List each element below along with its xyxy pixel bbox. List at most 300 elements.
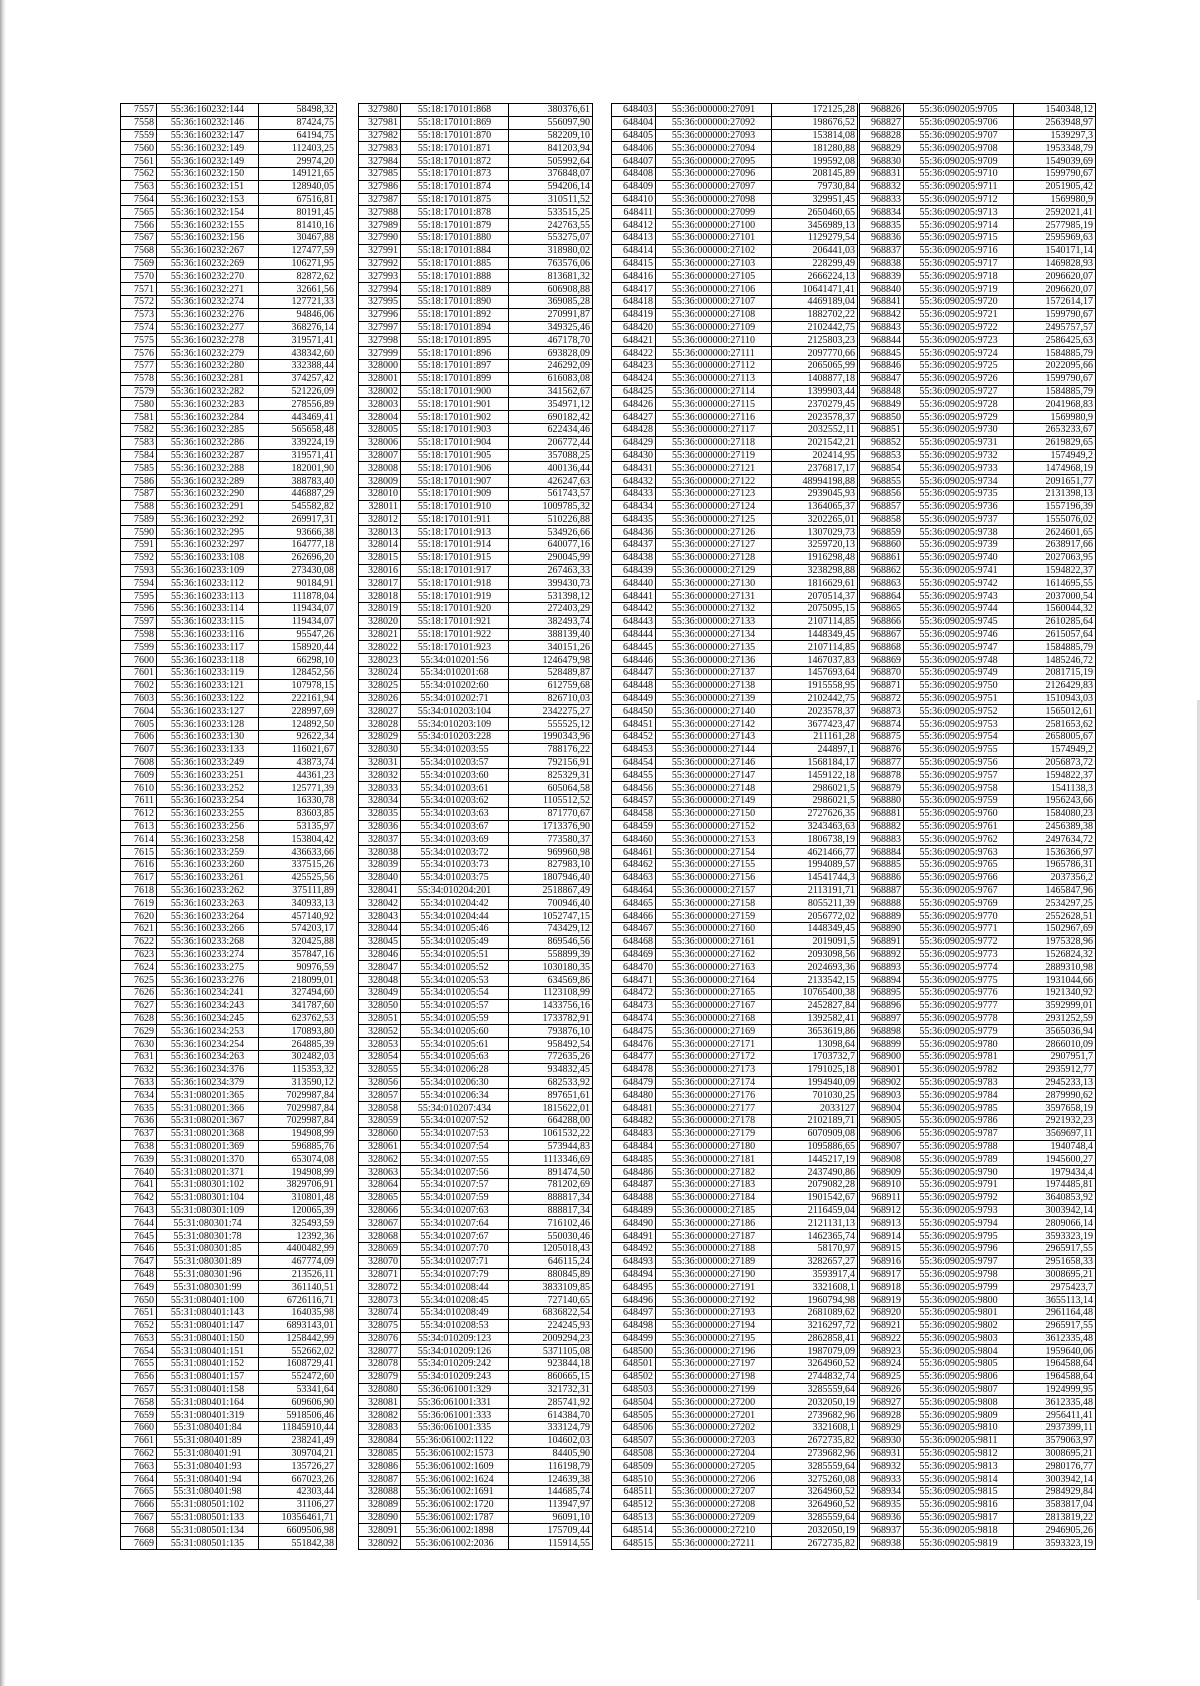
cadastral-number-cell: 55:36:090205:9713 [904, 206, 1014, 219]
row-number-cell: 968829 [860, 142, 904, 155]
cadastral-number-cell: 55:36:090205:9800 [904, 1294, 1014, 1307]
cadastral-number-cell: 55:36:000000:27168 [656, 1012, 772, 1025]
row-number-cell: 648440 [612, 577, 656, 590]
cadastral-number-cell: 55:36:090205:9762 [904, 833, 1014, 846]
value-cell: 1030180,35 [509, 961, 593, 974]
row-number-cell: 328080 [359, 1383, 401, 1396]
cadastral-number-cell: 55:36:160232:149 [157, 155, 259, 168]
row-number-cell: 328043 [359, 910, 401, 923]
row-number-cell: 7629 [121, 1025, 157, 1038]
value-cell: 1594822,37 [1014, 564, 1096, 577]
value-cell: 3259720,13 [772, 539, 858, 552]
cadastral-number-cell: 55:18:170101:890 [401, 295, 509, 308]
table-row [860, 526, 1096, 539]
value-cell: 182001,90 [259, 462, 337, 475]
row-number-cell: 968917 [860, 1268, 904, 1281]
value-cell: 58498,32 [259, 104, 337, 117]
value-cell: 2376817,17 [772, 462, 858, 475]
row-number-cell: 327983 [359, 142, 401, 155]
table-row [860, 718, 1096, 731]
table-row [860, 500, 1096, 513]
row-number-cell: 7627 [121, 999, 157, 1012]
row-number-cell: 7600 [121, 654, 157, 667]
value-cell: 84405,90 [509, 1447, 593, 1460]
row-number-cell: 968923 [860, 1345, 904, 1358]
row-number-cell: 327984 [359, 155, 401, 168]
value-cell: 3640853,92 [1014, 1191, 1096, 1204]
value-cell: 781202,69 [509, 1178, 593, 1191]
cadastral-number-cell: 55:36:000000:27150 [656, 807, 772, 820]
table-row [121, 116, 337, 129]
row-number-cell: 648490 [612, 1217, 656, 1230]
table-row [612, 1178, 858, 1191]
value-cell: 127477,59 [259, 244, 337, 257]
value-cell: 1095886,65 [772, 1140, 858, 1153]
value-cell: 1806738,19 [772, 833, 858, 846]
row-number-cell: 327986 [359, 180, 401, 193]
value-cell: 31106,27 [259, 1498, 337, 1511]
cadastral-number-cell: 55:36:000000:27102 [656, 244, 772, 257]
table-row [121, 219, 337, 232]
table-row [121, 1268, 337, 1281]
cadastral-number-cell: 55:36:090205:9794 [904, 1217, 1014, 1230]
value-cell: 246292,09 [509, 359, 593, 372]
table-row [612, 411, 858, 424]
value-cell: 3612335,48 [1014, 1332, 1096, 1345]
table-row [121, 705, 337, 718]
table-row [860, 1102, 1096, 1115]
row-number-cell: 968857 [860, 500, 904, 513]
row-number-cell: 328058 [359, 1102, 401, 1115]
table-row [612, 1345, 858, 1358]
row-number-cell: 968920 [860, 1306, 904, 1319]
cadastral-number-cell: 55:36:160232:278 [157, 334, 259, 347]
cadastral-number-cell: 55:18:170101:921 [401, 615, 509, 628]
cadastral-number-cell: 55:36:160232:154 [157, 206, 259, 219]
cadastral-number-cell: 55:31:080201:371 [157, 1166, 259, 1179]
table-row [612, 1140, 858, 1153]
cadastral-number-cell: 55:36:090205:9753 [904, 718, 1014, 731]
cadastral-number-cell: 55:36:000000:27167 [656, 999, 772, 1012]
row-number-cell: 648409 [612, 180, 656, 193]
row-number-cell: 328014 [359, 539, 401, 552]
cadastral-number-cell: 55:36:090205:9805 [904, 1358, 1014, 1371]
row-number-cell: 7637 [121, 1127, 157, 1140]
table-row [359, 1319, 593, 1332]
cadastral-number-cell: 55:36:160232:276 [157, 308, 259, 321]
value-cell: 2935912,77 [1014, 1063, 1096, 1076]
table-column-4 [859, 103, 1096, 1550]
row-number-cell: 7570 [121, 270, 157, 283]
table-row [860, 206, 1096, 219]
value-cell: 1964588,64 [1014, 1370, 1096, 1383]
value-cell: 2495757,57 [1014, 321, 1096, 334]
value-cell: 333124,79 [509, 1422, 593, 1435]
row-number-cell: 968828 [860, 129, 904, 142]
table-row [860, 1268, 1096, 1281]
table-row [359, 1473, 593, 1486]
cadastral-number-cell: 55:36:160233:263 [157, 897, 259, 910]
table-row [860, 897, 1096, 910]
cadastral-number-cell: 55:36:000000:27143 [656, 731, 772, 744]
value-cell: 2945233,13 [1014, 1076, 1096, 1089]
table-row [860, 359, 1096, 372]
table-row [860, 1230, 1096, 1243]
cadastral-number-cell: 55:34:010209:123 [401, 1332, 509, 1345]
row-number-cell: 328008 [359, 462, 401, 475]
table-row [359, 974, 593, 987]
row-number-cell: 648458 [612, 807, 656, 820]
cadastral-number-cell: 55:36:090205:9760 [904, 807, 1014, 820]
value-cell: 3593917,4 [772, 1268, 858, 1281]
value-cell: 87424,75 [259, 116, 337, 129]
cadastral-number-cell: 55:34:010203:67 [401, 820, 509, 833]
cadastral-number-cell: 55:36:090205:9737 [904, 513, 1014, 526]
cadastral-number-cell: 55:36:160232:280 [157, 359, 259, 372]
cadastral-number-cell: 55:18:170101:923 [401, 641, 509, 654]
value-cell: 278556,89 [259, 398, 337, 411]
cadastral-number-cell: 55:31:080401:100 [157, 1294, 259, 1307]
row-number-cell: 328076 [359, 1332, 401, 1345]
value-cell: 2023578,37 [772, 705, 858, 718]
value-cell: 2093098,56 [772, 948, 858, 961]
row-number-cell: 328092 [359, 1537, 401, 1550]
table-row [860, 1434, 1096, 1447]
row-number-cell: 328026 [359, 692, 401, 705]
table-row [860, 1345, 1096, 1358]
cadastral-number-cell: 55:36:160232:290 [157, 487, 259, 500]
value-cell: 357088,25 [509, 449, 593, 462]
table-row [612, 219, 858, 232]
cadastral-number-cell: 55:36:090205:9735 [904, 487, 1014, 500]
value-cell: 2081715,19 [1014, 667, 1096, 680]
cadastral-number-cell: 55:36:000000:27200 [656, 1396, 772, 1409]
row-number-cell: 648419 [612, 308, 656, 321]
row-number-cell: 7591 [121, 539, 157, 552]
value-cell: 2126429,83 [1014, 679, 1096, 692]
row-number-cell: 327992 [359, 257, 401, 270]
value-cell: 208145,89 [772, 167, 858, 180]
row-number-cell: 648511 [612, 1486, 656, 1499]
value-cell: 446887,29 [259, 487, 337, 500]
cadastral-number-cell: 55:31:080401:164 [157, 1396, 259, 1409]
row-number-cell: 648433 [612, 487, 656, 500]
cadastral-number-cell: 55:36:090205:9720 [904, 295, 1014, 308]
table-row [359, 526, 593, 539]
value-cell: 2984929,84 [1014, 1486, 1096, 1499]
value-cell: 1408877,18 [772, 372, 858, 385]
table-row [359, 1204, 593, 1217]
value-cell: 3593323,19 [1014, 1230, 1096, 1243]
cadastral-number-cell: 55:36:000000:27144 [656, 743, 772, 756]
cadastral-number-cell: 55:31:080201:367 [157, 1114, 259, 1127]
row-number-cell: 648513 [612, 1511, 656, 1524]
value-cell: 113947,97 [509, 1498, 593, 1511]
value-cell: 574203,17 [259, 923, 337, 936]
cadastral-number-cell: 55:36:090205:9815 [904, 1486, 1014, 1499]
cadastral-number-cell: 55:36:160233:117 [157, 641, 259, 654]
table-row [359, 1038, 593, 1051]
value-cell: 3829706,91 [259, 1178, 337, 1191]
row-number-cell: 328042 [359, 897, 401, 910]
value-cell: 302482,03 [259, 1050, 337, 1063]
value-cell: 1549039,69 [1014, 155, 1096, 168]
table-row [359, 1537, 593, 1550]
value-cell: 2965917,55 [1014, 1242, 1096, 1255]
value-cell: 1061532,22 [509, 1127, 593, 1140]
value-cell: 388139,40 [509, 628, 593, 641]
table-row [860, 871, 1096, 884]
value-cell: 1502967,69 [1014, 923, 1096, 936]
cadastral-number-cell: 55:18:170101:906 [401, 462, 509, 475]
cadastral-number-cell: 55:36:000000:27163 [656, 961, 772, 974]
row-number-cell: 648475 [612, 1025, 656, 1038]
table-row [860, 155, 1096, 168]
value-cell: 565658,48 [259, 423, 337, 436]
table-row [359, 1025, 593, 1038]
row-number-cell: 968911 [860, 1191, 904, 1204]
cadastral-number-cell: 55:34:010207:57 [401, 1178, 509, 1191]
value-cell: 2021542,21 [772, 436, 858, 449]
cadastral-number-cell: 55:36:000000:27188 [656, 1242, 772, 1255]
row-number-cell: 648508 [612, 1447, 656, 1460]
value-cell: 2939045,93 [772, 487, 858, 500]
cadastral-number-cell: 55:31:080201:366 [157, 1102, 259, 1115]
row-number-cell: 7651 [121, 1306, 157, 1319]
cadastral-number-cell: 55:36:000000:27142 [656, 718, 772, 731]
value-cell: 2586425,63 [1014, 334, 1096, 347]
row-number-cell: 968895 [860, 986, 904, 999]
value-cell: 436633,66 [259, 846, 337, 859]
table-row [359, 564, 593, 577]
table-row [121, 385, 337, 398]
cadastral-number-cell: 55:34:010205:61 [401, 1038, 509, 1051]
table-row [860, 769, 1096, 782]
value-cell: 127721,33 [259, 295, 337, 308]
table-row [860, 308, 1096, 321]
value-cell: 93666,38 [259, 526, 337, 539]
row-number-cell: 968935 [860, 1498, 904, 1511]
row-number-cell: 968903 [860, 1089, 904, 1102]
row-number-cell: 648447 [612, 667, 656, 680]
cadastral-number-cell: 55:36:000000:27177 [656, 1102, 772, 1115]
cadastral-number-cell: 55:34:010207:53 [401, 1127, 509, 1140]
cadastral-number-cell: 55:36:090205:9793 [904, 1204, 1014, 1217]
cadastral-number-cell: 55:36:090205:9747 [904, 641, 1014, 654]
table-row [359, 1306, 593, 1319]
cadastral-number-cell: 55:34:010208:44 [401, 1281, 509, 1294]
cadastral-number-cell: 55:36:000000:27130 [656, 577, 772, 590]
value-cell: 443469,41 [259, 411, 337, 424]
table-row [359, 180, 593, 193]
cadastral-number-cell: 55:18:170101:880 [401, 231, 509, 244]
row-number-cell: 327988 [359, 206, 401, 219]
table-row [359, 436, 593, 449]
table-row [612, 1498, 858, 1511]
cadastral-number-cell: 55:36:090205:9786 [904, 1114, 1014, 1127]
table-row [612, 462, 858, 475]
row-number-cell: 328028 [359, 718, 401, 731]
value-cell: 457140,92 [259, 910, 337, 923]
cadastral-number-cell: 55:36:000000:27173 [656, 1063, 772, 1076]
value-cell: 1807946,40 [509, 871, 593, 884]
table-row [359, 167, 593, 180]
table-row [359, 705, 593, 718]
cadastral-number-cell: 55:36:000000:27183 [656, 1178, 772, 1191]
cadastral-number-cell: 55:34:010203:104 [401, 705, 509, 718]
table-row [860, 1332, 1096, 1345]
table-row [359, 679, 593, 692]
table-row [121, 1306, 337, 1319]
value-cell: 1485246,72 [1014, 654, 1096, 667]
value-cell: 376848,07 [509, 167, 593, 180]
table-row [860, 1447, 1096, 1460]
value-cell: 1569980,9 [1014, 193, 1096, 206]
row-number-cell: 328066 [359, 1204, 401, 1217]
value-cell: 4469189,04 [772, 295, 858, 308]
value-cell: 1258442,99 [259, 1332, 337, 1345]
value-cell: 7029987,84 [259, 1102, 337, 1115]
cadastral-number-cell: 55:34:010205:59 [401, 1012, 509, 1025]
value-cell: 158920,44 [259, 641, 337, 654]
cadastral-number-cell: 55:36:000000:27094 [656, 142, 772, 155]
table-row [612, 807, 858, 820]
cadastral-number-cell: 55:36:000000:27206 [656, 1473, 772, 1486]
value-cell: 149121,65 [259, 167, 337, 180]
cadastral-number-cell: 55:36:000000:27191 [656, 1281, 772, 1294]
row-number-cell: 648502 [612, 1370, 656, 1383]
row-number-cell: 648408 [612, 167, 656, 180]
table-row [359, 500, 593, 513]
row-number-cell: 968925 [860, 1370, 904, 1383]
cadastral-number-cell: 55:34:010203:109 [401, 718, 509, 731]
row-number-cell: 7589 [121, 513, 157, 526]
value-cell: 388783,40 [259, 475, 337, 488]
table-row [860, 167, 1096, 180]
cadastral-number-cell: 55:36:160232:281 [157, 372, 259, 385]
table-row [359, 513, 593, 526]
value-cell: 616083,08 [509, 372, 593, 385]
table-row [121, 1524, 337, 1537]
cadastral-number-cell: 55:18:170101:901 [401, 398, 509, 411]
table-row [612, 1217, 858, 1230]
row-number-cell: 968843 [860, 321, 904, 334]
row-number-cell: 968847 [860, 372, 904, 385]
table-row [612, 1486, 858, 1499]
value-cell: 2065065,99 [772, 359, 858, 372]
cadastral-number-cell: 55:18:170101:917 [401, 564, 509, 577]
row-number-cell: 648403 [612, 104, 656, 117]
table-row [359, 1242, 593, 1255]
table-row [359, 155, 593, 168]
row-number-cell: 648484 [612, 1140, 656, 1153]
cadastral-number-cell: 55:36:000000:27172 [656, 1050, 772, 1063]
cadastral-number-cell: 55:34:010205:54 [401, 986, 509, 999]
table-row [860, 1012, 1096, 1025]
cadastral-number-cell: 55:36:090205:9746 [904, 628, 1014, 641]
cadastral-number-cell: 55:36:090205:9749 [904, 667, 1014, 680]
table-row [860, 539, 1096, 552]
cadastral-number-cell: 55:18:170101:910 [401, 500, 509, 513]
value-cell: 425525,56 [259, 871, 337, 884]
table-row [359, 577, 593, 590]
row-number-cell: 648510 [612, 1473, 656, 1486]
value-cell: 2595969,63 [1014, 231, 1096, 244]
table-row [121, 564, 337, 577]
table-row [359, 1127, 593, 1140]
value-cell: 43873,74 [259, 756, 337, 769]
table-row [359, 308, 593, 321]
row-number-cell: 328036 [359, 820, 401, 833]
row-number-cell: 7577 [121, 359, 157, 372]
row-number-cell: 7639 [121, 1153, 157, 1166]
cadastral-number-cell: 55:36:090205:9719 [904, 283, 1014, 296]
value-cell: 1541138,3 [1014, 782, 1096, 795]
cadastral-number-cell: 55:36:160233:249 [157, 756, 259, 769]
cadastral-number-cell: 55:36:160233:262 [157, 884, 259, 897]
row-number-cell: 968900 [860, 1050, 904, 1063]
row-number-cell: 7665 [121, 1486, 157, 1499]
value-cell: 206772,44 [509, 436, 593, 449]
table-row [860, 487, 1096, 500]
table-row [612, 935, 858, 948]
value-cell: 3677423,47 [772, 718, 858, 731]
table-row [121, 347, 337, 360]
table-row [860, 475, 1096, 488]
cadastral-number-cell: 55:36:000000:27097 [656, 180, 772, 193]
table-row [612, 1127, 858, 1140]
row-number-cell: 328021 [359, 628, 401, 641]
table-row [359, 1345, 593, 1358]
table-row [612, 1370, 858, 1383]
value-cell: 202414,95 [772, 449, 858, 462]
value-cell: 1129279,54 [772, 231, 858, 244]
cadastral-number-cell: 55:36:090205:9790 [904, 1166, 1014, 1179]
cadastral-number-cell: 55:36:000000:27101 [656, 231, 772, 244]
value-cell: 6070909,08 [772, 1127, 858, 1140]
value-cell: 1568184,17 [772, 756, 858, 769]
row-number-cell: 7590 [121, 526, 157, 539]
row-number-cell: 7646 [121, 1242, 157, 1255]
table-row [121, 500, 337, 513]
table-row [860, 961, 1096, 974]
row-number-cell: 968873 [860, 705, 904, 718]
value-cell: 267463,33 [509, 564, 593, 577]
row-number-cell: 648427 [612, 411, 656, 424]
value-cell: 3216297,72 [772, 1319, 858, 1332]
value-cell: 1584885,79 [1014, 641, 1096, 654]
value-cell: 653074,08 [259, 1153, 337, 1166]
table-row [121, 769, 337, 782]
row-number-cell: 7559 [121, 129, 157, 142]
row-number-cell: 648487 [612, 1178, 656, 1191]
row-number-cell: 968877 [860, 756, 904, 769]
row-number-cell: 648472 [612, 986, 656, 999]
table-row [359, 948, 593, 961]
cadastral-number-cell: 55:36:090205:9733 [904, 462, 1014, 475]
cadastral-number-cell: 55:36:160233:119 [157, 667, 259, 680]
table-row [359, 462, 593, 475]
value-cell: 2552628,51 [1014, 910, 1096, 923]
row-number-cell: 648463 [612, 871, 656, 884]
row-number-cell: 7587 [121, 487, 157, 500]
cadastral-number-cell: 55:34:010205:52 [401, 961, 509, 974]
cadastral-number-cell: 55:18:170101:873 [401, 167, 509, 180]
cadastral-number-cell: 55:36:000000:27112 [656, 359, 772, 372]
cadastral-number-cell: 55:36:090205:9715 [904, 231, 1014, 244]
cadastral-number-cell: 55:36:160233:112 [157, 577, 259, 590]
row-number-cell: 327982 [359, 129, 401, 142]
